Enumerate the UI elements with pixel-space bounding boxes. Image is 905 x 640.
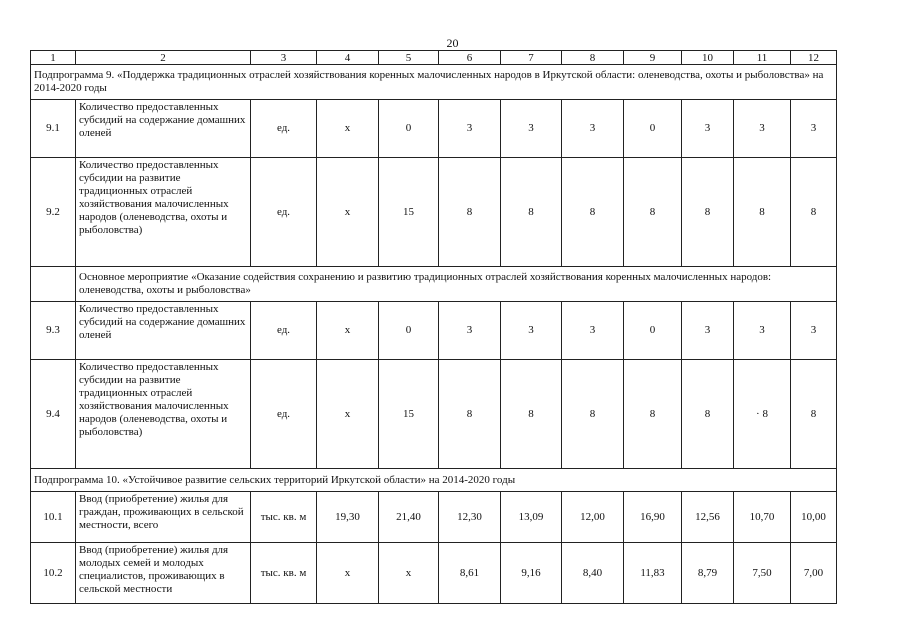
value-cell: 9,16 bbox=[501, 543, 562, 604]
unit-cell: ед. bbox=[251, 302, 317, 360]
unit-cell: ед. bbox=[251, 360, 317, 469]
row-number: 9.4 bbox=[31, 360, 76, 469]
col-header: 6 bbox=[439, 51, 501, 65]
indicator-name: Количество предоставленных субсидий на содержание домашних оленей bbox=[76, 302, 251, 360]
value-cell: x bbox=[317, 158, 379, 267]
value-cell: 8 bbox=[791, 360, 837, 469]
row-number: 9.3 bbox=[31, 302, 76, 360]
unit-cell: тыс. кв. м bbox=[251, 492, 317, 543]
value-cell: 13,09 bbox=[501, 492, 562, 543]
value-cell: 0 bbox=[379, 100, 439, 158]
col-header: 10 bbox=[682, 51, 734, 65]
value-cell: 15 bbox=[379, 360, 439, 469]
col-header: 3 bbox=[251, 51, 317, 65]
value-cell: 8 bbox=[562, 158, 624, 267]
value-cell: 3 bbox=[562, 100, 624, 158]
table-row bbox=[31, 158, 837, 267]
value-cell: 3 bbox=[501, 100, 562, 158]
table-row bbox=[31, 302, 837, 360]
value-cell: 8 bbox=[501, 360, 562, 469]
value-cell: 3 bbox=[562, 302, 624, 360]
value-cell: 8,40 bbox=[562, 543, 624, 604]
value-cell: 7,00 bbox=[791, 543, 837, 604]
value-cell: 7,50 bbox=[734, 543, 791, 604]
value-cell: x bbox=[317, 302, 379, 360]
col-header: 12 bbox=[791, 51, 837, 65]
indicators-table bbox=[30, 50, 837, 604]
value-cell: 3 bbox=[682, 302, 734, 360]
value-cell: 8 bbox=[501, 158, 562, 267]
indicator-name: Ввод (приобретение) жилья для молодых семей и молодых специалистов, проживающих в сельской местности bbox=[76, 543, 251, 604]
unit-cell: ед. bbox=[251, 100, 317, 158]
value-cell: 3 bbox=[734, 302, 791, 360]
value-cell: 8,61 bbox=[439, 543, 501, 604]
value-cell: 8 bbox=[682, 360, 734, 469]
col-header: 9 bbox=[624, 51, 682, 65]
value-cell: 15 bbox=[379, 158, 439, 267]
value-cell: 10,70 bbox=[734, 492, 791, 543]
section-row bbox=[31, 267, 837, 302]
unit-cell: ед. bbox=[251, 158, 317, 267]
col-header: 4 bbox=[317, 51, 379, 65]
value-cell: 3 bbox=[501, 302, 562, 360]
value-cell: 8 bbox=[624, 158, 682, 267]
row-number: 9.1 bbox=[31, 100, 76, 158]
section-title: Подпрограмма 9. «Поддержка традиционных отраслей хозяйствования коренных малочисленных народов в Иркутской области: оленеводства, охоты и рыболовства» на 2014-2020 годы bbox=[31, 65, 837, 100]
section-row bbox=[31, 65, 837, 100]
value-cell: 8 bbox=[734, 158, 791, 267]
value-cell: 11,83 bbox=[624, 543, 682, 604]
table-row bbox=[31, 492, 837, 543]
value-cell: 8 bbox=[791, 158, 837, 267]
value-cell: 8 bbox=[439, 360, 501, 469]
value-cell: 12,00 bbox=[562, 492, 624, 543]
value-cell: 3 bbox=[439, 302, 501, 360]
value-cell: 8 bbox=[682, 158, 734, 267]
unit-cell: тыс. кв. м bbox=[251, 543, 317, 604]
col-header: 11 bbox=[734, 51, 791, 65]
value-cell: 0 bbox=[624, 302, 682, 360]
section-title: Основное мероприятие «Оказание содействия сохранению и развитию традиционных отраслей хозяйствования коренных малочисленных народов: оленеводства, охоты и рыболовства» bbox=[76, 267, 837, 302]
value-cell: · 8 bbox=[734, 360, 791, 469]
value-cell: 3 bbox=[734, 100, 791, 158]
value-cell: x bbox=[317, 543, 379, 604]
value-cell: 16,90 bbox=[624, 492, 682, 543]
row-number: 10.2 bbox=[31, 543, 76, 604]
col-header: 8 bbox=[562, 51, 624, 65]
value-cell: x bbox=[379, 543, 439, 604]
value-cell: 3 bbox=[791, 302, 837, 360]
table-row bbox=[31, 100, 837, 158]
value-cell: 10,00 bbox=[791, 492, 837, 543]
col-header: 5 bbox=[379, 51, 439, 65]
table-row bbox=[31, 543, 837, 604]
value-cell: 0 bbox=[379, 302, 439, 360]
row-number: 9.2 bbox=[31, 158, 76, 267]
indicator-name: Количество предоставленных субсидий на содержание домашних оленей bbox=[76, 100, 251, 158]
value-cell: 8 bbox=[624, 360, 682, 469]
col-header: 2 bbox=[76, 51, 251, 65]
row-number: 10.1 bbox=[31, 492, 76, 543]
value-cell: x bbox=[317, 100, 379, 158]
value-cell: 12,56 bbox=[682, 492, 734, 543]
value-cell: 21,40 bbox=[379, 492, 439, 543]
indicator-name: Количество предоставленных субсидии на развитие традиционных отраслей хозяйствования малочисленных народов (оленеводства, охоты и рыболовства) bbox=[76, 360, 251, 469]
section-row bbox=[31, 469, 837, 492]
value-cell: 12,30 bbox=[439, 492, 501, 543]
value-cell: 3 bbox=[791, 100, 837, 158]
value-cell: 19,30 bbox=[317, 492, 379, 543]
table-row bbox=[31, 360, 837, 469]
col-header: 7 bbox=[501, 51, 562, 65]
value-cell: 8,79 bbox=[682, 543, 734, 604]
section-title: Подпрограмма 10. «Устойчивое развитие сельских территорий Иркутской области» на 2014-2020 годы bbox=[31, 469, 837, 492]
value-cell: 8 bbox=[562, 360, 624, 469]
indicator-name: Количество предоставленных субсидии на развитие традиционных отраслей хозяйствования малочисленных народов (оленеводства, охоты и рыболовства) bbox=[76, 158, 251, 267]
value-cell: 0 bbox=[624, 100, 682, 158]
value-cell: 3 bbox=[439, 100, 501, 158]
col-header: 1 bbox=[31, 51, 76, 65]
value-cell: x bbox=[317, 360, 379, 469]
indicator-name: Ввод (приобретение) жилья для граждан, проживающих в сельской местности, всего bbox=[76, 492, 251, 543]
value-cell: 8 bbox=[439, 158, 501, 267]
header-row bbox=[31, 51, 837, 65]
page-number: 20 bbox=[446, 36, 459, 50]
value-cell: 3 bbox=[682, 100, 734, 158]
empty-cell bbox=[31, 267, 76, 302]
